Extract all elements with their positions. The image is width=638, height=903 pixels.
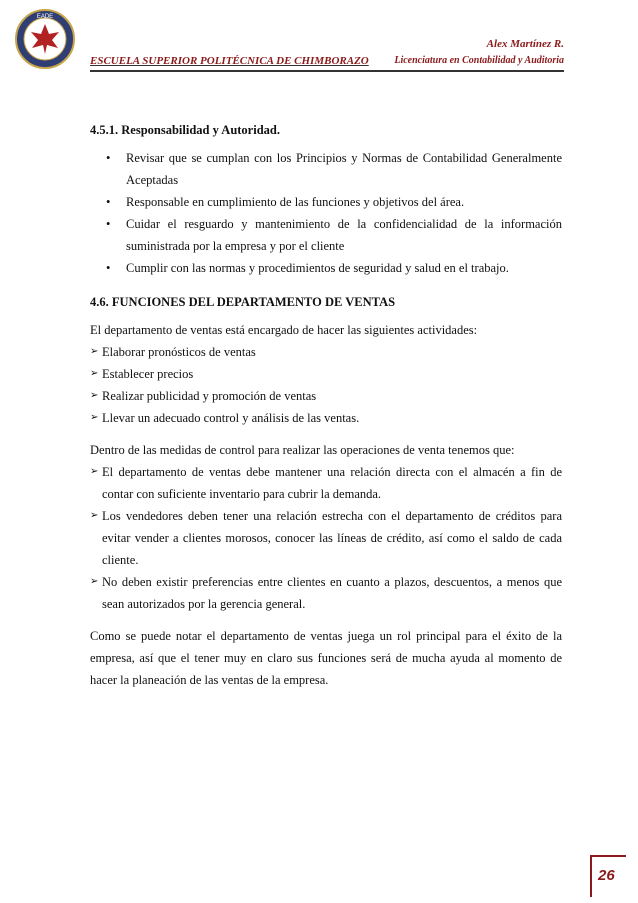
arrow-bullet-icon: ➢ xyxy=(90,466,99,477)
list-item: ➢ No deben existir preferencias entre clientes en cuanto a plazos, descuentos, a menos que sean autorizados por la gerencia general. xyxy=(90,571,562,615)
page-content xyxy=(90,115,562,691)
arrow-bullet-icon: ➢ xyxy=(90,368,99,379)
bullet-icon: • xyxy=(106,217,111,231)
list-item: ➢ Llevar un adecuado control y análisis de las ventas. xyxy=(90,407,562,429)
logo-text: EADE xyxy=(36,14,54,20)
arrow-bullet-icon: ➢ xyxy=(90,390,99,401)
responsibility-list xyxy=(90,147,562,279)
list-item: • Responsable en cumplimiento de las funciones y objetivos del área. xyxy=(90,191,562,213)
school-logo xyxy=(14,8,76,70)
arrow-bullet-icon: ➢ xyxy=(90,346,99,357)
school-name: ESCUELA SUPERIOR POLITÉCNICA DE CHIMBORAZO xyxy=(90,55,369,67)
author-name: Alex Martínez R. xyxy=(486,38,564,50)
list-item: ➢ El departamento de ventas debe mantener una relación directa con el almacén a fin de contar con suficiente inventario para cubrir la demanda. xyxy=(90,461,562,505)
header-rule xyxy=(90,70,564,72)
arrow-bullet-icon: ➢ xyxy=(90,576,99,587)
controls-list xyxy=(90,461,562,615)
list-item: • Cumplir con las normas y procedimientos de seguridad y salud en el trabajo. xyxy=(90,257,562,279)
list-item: ➢ Establecer precios xyxy=(90,363,562,385)
bullet-icon: • xyxy=(106,195,111,209)
list-item: ➢ Los vendedores deben tener una relación estrecha con el departamento de créditos para evitar vender a clientes morosos, conocer las líneas de crédito, así como el saldo de cada cliente. xyxy=(90,505,562,571)
arrow-bullet-icon: ➢ xyxy=(90,412,99,423)
bullet-icon: • xyxy=(106,261,111,275)
list-item: • Cuidar el resguardo y mantenimiento de la confidencialidad de la información suministrada por la empresa y por el cliente xyxy=(90,213,562,257)
list-item: ➢ Realizar publicidad y promoción de ventas xyxy=(90,385,562,407)
conclusion-paragraph: Como se puede notar el departamento de ventas juega un rol principal para el éxito de la empresa, así que el tener muy en claro sus funciones será de mucha ayuda al momento de hacer la planeación de las ventas de la empresa. xyxy=(90,629,562,687)
page-number-box xyxy=(590,855,626,897)
list-item: • Revisar que se cumplan con los Principios y Normas de Contabilidad Generalmente Aceptadas xyxy=(90,147,562,191)
degree-name: Licenciatura en Contabilidad y Auditoria xyxy=(394,55,564,66)
section-451-title: 4.5.1. Responsabilidad y Autoridad. xyxy=(90,123,280,137)
section-46-title: 4.6. FUNCIONES DEL DEPARTAMENTO DE VENTAS xyxy=(90,295,396,309)
bullet-icon: • xyxy=(106,151,111,165)
control-intro: Dentro de las medidas de control para realizar las operaciones de venta tenemos que: xyxy=(90,443,515,457)
page-number: 26 xyxy=(598,867,615,884)
activities-intro: El departamento de ventas está encargado de hacer las siguientes actividades: xyxy=(90,323,478,337)
list-item: ➢ Elaborar pronósticos de ventas xyxy=(90,341,562,363)
arrow-bullet-icon: ➢ xyxy=(90,510,99,521)
activities-list xyxy=(90,341,562,429)
